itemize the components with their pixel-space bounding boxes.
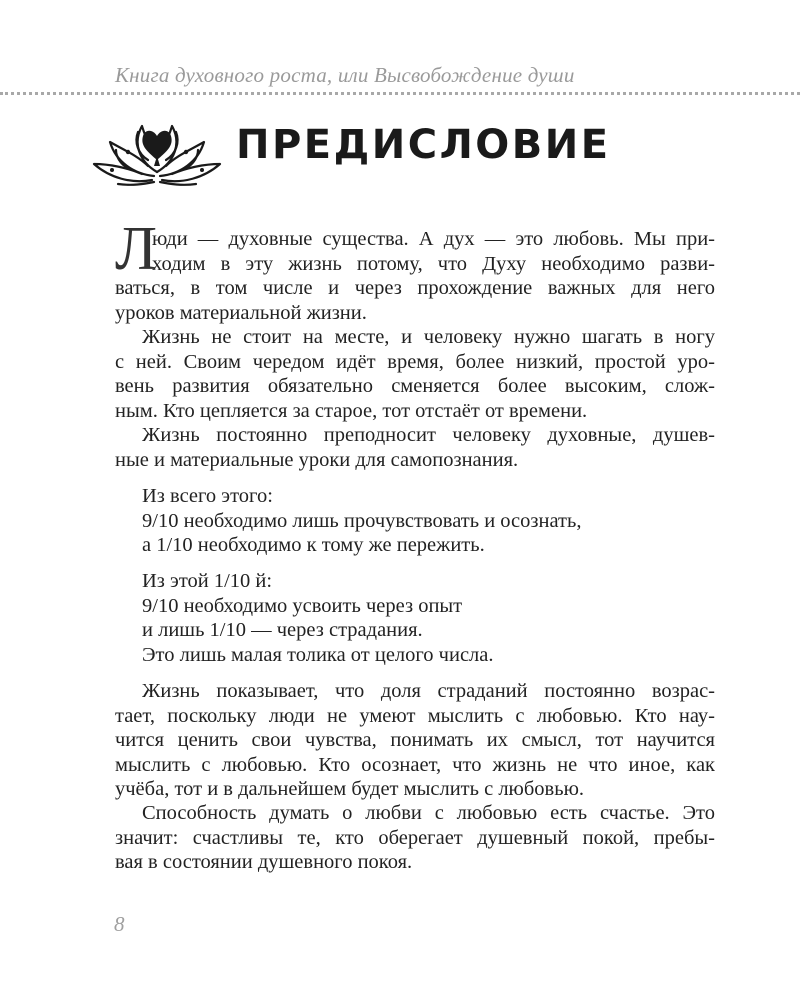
chapter-title: ПРЕДИСЛОВИЕ <box>236 122 611 168</box>
text-line: с ней. Своим чередом идёт время, более низкий, простой уро- <box>115 350 715 373</box>
text-line: а 1/10 необходимо к тому же пережить. <box>142 534 485 556</box>
text-line: вая в состоянии душевного покоя. <box>115 851 413 873</box>
page-number: 8 <box>114 912 125 936</box>
text-line: Способность думать о любви с любовью есть счастье. Это <box>142 802 715 824</box>
paragraph-2 <box>115 325 715 423</box>
stanza-1 <box>115 484 715 558</box>
stanza-2 <box>115 569 715 667</box>
lotus-icon <box>88 112 226 188</box>
text-line: ным. Кто цепляется за старое, тот отстаёт от времени. <box>115 399 588 422</box>
text-line: вень развития обязательно сменяется более высоким, слож- <box>115 375 715 397</box>
text-line: ные и материальные уроки для самопознания. <box>115 448 519 471</box>
text-line: 9/10 необходимо усвоить через опыт <box>142 594 463 617</box>
paragraph-1 <box>115 227 715 325</box>
text-line: Жизнь показывает, что доля страданий постоянно возрас- <box>142 680 715 702</box>
dotted-divider <box>0 92 800 95</box>
text-line: юди — духовные существа. А дух — это любовь. Мы при- <box>152 228 715 250</box>
text-line: чится ценить свои чувства, понимать их смысл, тот научится <box>115 729 715 751</box>
paragraph-4 <box>115 679 715 802</box>
text-line: мыслить с любовью. Кто осознает, что жизнь не что иное, как <box>115 753 715 776</box>
paragraph-3 <box>115 423 715 472</box>
text-line: Жизнь не стоит на месте, и человеку нужно шагать в ногу <box>142 326 715 348</box>
paragraph-5 <box>115 801 715 875</box>
text-line: ваться, в том числе и через прохождение важных для него <box>115 277 715 299</box>
text-line: значит: счастливы те, кто оберегает душевный покой, пребы- <box>115 826 715 849</box>
text-line: тает, поскольку люди не умеют мыслить с любовью. Кто нау- <box>115 704 715 727</box>
text-line: учёба, тот и в дальнейшем будет мыслить с любовью. <box>115 778 585 800</box>
text-line: Это лишь малая толика от целого числа. <box>142 643 494 666</box>
text-line: Жизнь постоянно преподносит человеку духовные, душев- <box>142 424 715 446</box>
text-line: ходим в эту жизнь потому, что Духу необходимо разви- <box>152 252 715 275</box>
text-line: и лишь 1/10 — через страдания. <box>142 619 423 641</box>
text-line: Из этой 1/10 й: <box>142 570 273 592</box>
running-header: Книга духовного роста, или Высвобождение души <box>115 63 575 87</box>
drop-cap: Л <box>115 215 158 283</box>
text-line: Из всего этого: <box>142 485 273 507</box>
text-line: 9/10 необходимо лишь прочувствовать и осознать, <box>142 509 582 532</box>
text-line: уроков материальной жизни. <box>115 301 367 324</box>
